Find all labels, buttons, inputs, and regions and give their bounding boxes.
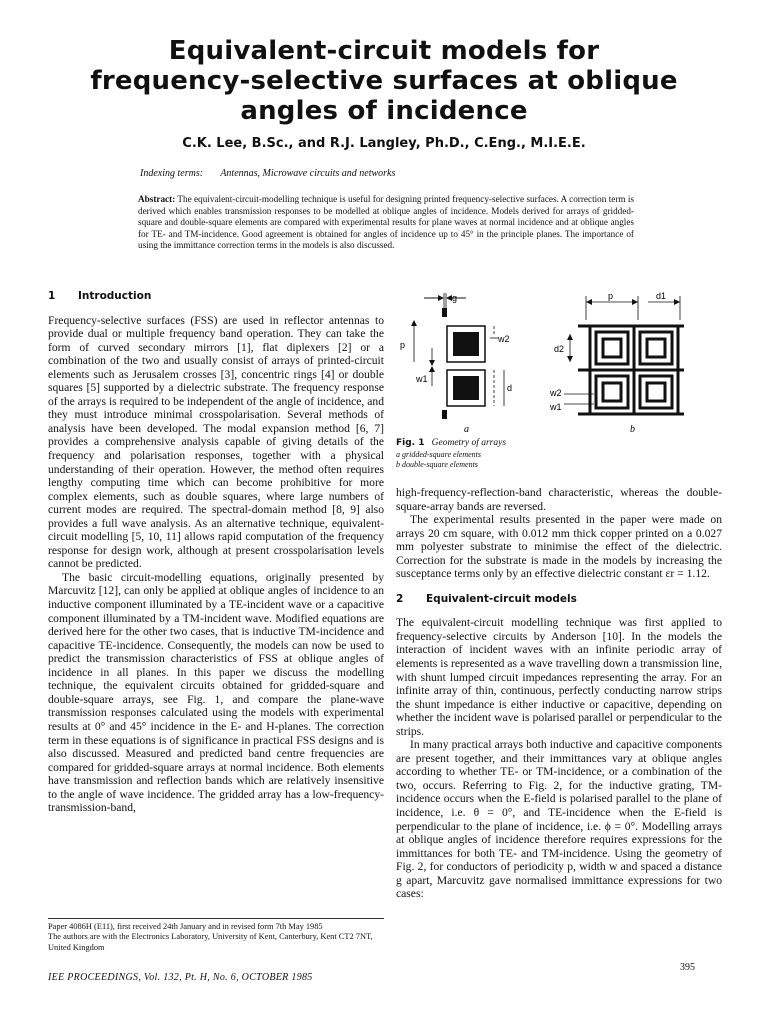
paragraph: In many practical arrays both inductive and capacitive components are present together, and their immittances vary at oblique angles according to whether TE- or TM-incidence, or a combination of the two, occurs. Referring to Fig. 2, for the inductive grating, TM-incidence occurs when the E-field is polarised parallel to the plane of incidence, i.e. θ = 0°, and TE-incidence when the E-field is perpendicular to the plane of incidence, i.e. ϕ = 0°. Modelling arrays at oblique angles of incidence therefore requires expressions for the immittances for both TE- and TM-incidence. Using the geometry of Fig. 2, for conductors of periodicity p, width w and spaced a distance g apart, Marcuvitz gave normalised immittance expressions for two cases: [396,738,722,901]
title-line: Equivalent-circuit models for [168,36,600,66]
authors: C.K. Lee, B.Sc., and R.J. Langley, Ph.D., C.Eng., M.I.E.E. [182,136,586,151]
title-line: angles of incidence [240,96,528,126]
paragraph: Frequency-selective surfaces (FSS) are used in reflector antennas to provide dual or multiple frequency band operation. They can take the form of curved secondary mirrors [1], flat diplexers [2] or a combination of the two and usually consist of arrays of printed-circuit elements such as Jerusalem crosses [3], concentric rings [4] or double squares [5] supported by a dielectric substrate. The frequency response of the arrays is required to be independent of the angle of incidence, and they must introduce minimal crosspolarisation. Several methods of analysis have been developed. The modal expansion method [6, 7] provides a comprehensive analysis capable of giving details of the frequency and polarisation responses, together with a physical understanding of their operation. However, the method often requires lengthy computing time which can become prohibitive for more complex elements, such as double squares, where large numbers of current modes are required. The spectral-domain method [8, 9] also provides a full wave analysis. As an alternative technique, equivalent-circuit modelling [5, 10, 11] allows rapid computation of the frequency response for design work, although at present crosspolarisation levels cannot be predicted. [48,313,384,571]
title-line: frequency-selective surfaces at oblique [90,66,678,96]
footnote-line: The authors are with the Electronics Laboratory, University of Kent, Canterbury, Kent CT2 7NT, United Kingdom [48,932,373,952]
paragraph: The basic circuit-modelling equations, originally presented by Marcuvitz [12], can only be applied at oblique angles of incidence to an inductive component illuminated by a TE-incident wave or a capacitive component illuminated by a TM-incident wave. Modified equations are derived here for the other two cases, that is inductive TM-incidence and capacitive TE-incidence. Consequently, the models can now be used to predict the transmission characteristics of FSS at oblique angles of incidence in all planes. In this paper we discuss the modelling technique, the equivalent circuits obtained for gridded-square and double-square arrays, see Fig. 1, and compare the plane-wave transmission responses calculated using the models with experimental results at 0° and 45° incidence in the E- and H-planes. The correction term in these equations is of significance in practical FSS designs and is also discussed. Measured and predicted band centre frequencies are compared for gridded-square arrays at normal incidence. Both elements have transmission and reflection bands which are relatively insensitive to the angle of wave incidence. The gridded array has a low-frequency-transmission-band, [48,570,384,815]
abstract [138,194,634,252]
section-heading [48,290,384,304]
label-d: d [507,383,513,393]
figure-sub-b: b double-square elements [396,459,478,469]
panel-b-label: b [630,424,635,435]
figure-sub-a: a gridded-square elements [396,449,482,459]
panel-a-label: a [464,424,469,435]
section-title: Equivalent-circuit models [426,592,577,605]
section-number: 2 [396,592,404,605]
double-square-diagram [564,296,684,414]
figure-1-caption [396,438,596,470]
footnote [48,922,384,953]
paragraph: The experimental results presented in the paper were made on arrays 20 cm square, with 0.012 mm thick copper printed on a 0.027 mm polyester substrate to minimise the effect of the dielectric. Correction for the substrate is made in the models by increasing the susceptance terms only by an effective dielectric constant εr = 1.12. [396,513,722,581]
label-d1: d1 [656,291,667,301]
label-w1-b: w1 [550,402,562,412]
abstract-text: The equivalent-circuit-modelling technique is useful for designing printed frequency-selective surfaces. A correction term is derived which enables transmission responses to be modelled at oblique angles of incidence. Models derived for arrays of gridded-square and double-square elements are compared with experimental results for plane waves at normal incidence and at oblique angles for TE- and TM-incidence. Good agreement is obtained for angles of incidence up to 45° in the principle planes. The importance of using the immittance correction terms in the models is also discussed. [138,194,634,251]
gridded-square-diagram [411,293,504,419]
label-w2: w2 [498,334,510,344]
footnote-rule [48,918,384,919]
paper-title [60,36,708,126]
section-heading [396,593,722,607]
label-g: g [452,293,458,303]
right-column [396,486,722,901]
figure-title: Geometry of arrays [431,438,507,448]
paragraph: The equivalent-circuit modelling technique was first applied to frequency-selective circuits by Anderson [10]. In the models the interaction of incident waves with an infinite periodic array of elements is represented as a wave travelling down a transmission line, with shunt lumped circuit impedances representing the array. For an infinite array of thin, continuous, perfectly conducting narrow strips the shunt impedance is either inductive or capacitive, depending on whether the incident wave is polarised parallel or perpendicular to the strips. [396,616,722,738]
panel-labels [394,418,724,438]
label-d2: d2 [554,344,565,354]
label-p-b: p [608,291,614,301]
indexing-label: Indexing terms: [140,168,204,179]
label-p: p [400,340,406,350]
paragraph: high-frequency-reflection-band characteristic, whereas the double-square-array bands are reversed. [396,486,722,513]
section-title: Introduction [78,290,152,302]
indexing-terms [140,168,640,179]
abstract-label: Abstract: [138,194,176,204]
figure-label: Fig. 1 [396,438,425,448]
footnote-line: Paper 4086H (E11), first received 24th January and in revised form 7th May 1985 [48,922,323,931]
label-w2-b: w2 [550,388,562,398]
section-number: 1 [48,290,56,302]
label-w1: w1 [416,374,428,384]
left-column [48,290,384,815]
page-number: 395 [680,962,695,973]
indexing-values: Antennas, Microwave circuits and networks [220,168,396,179]
journal-footer: IEE PROCEEDINGS, Vol. 132, Pt. H, No. 6, OCTOBER 1985 [48,972,313,983]
